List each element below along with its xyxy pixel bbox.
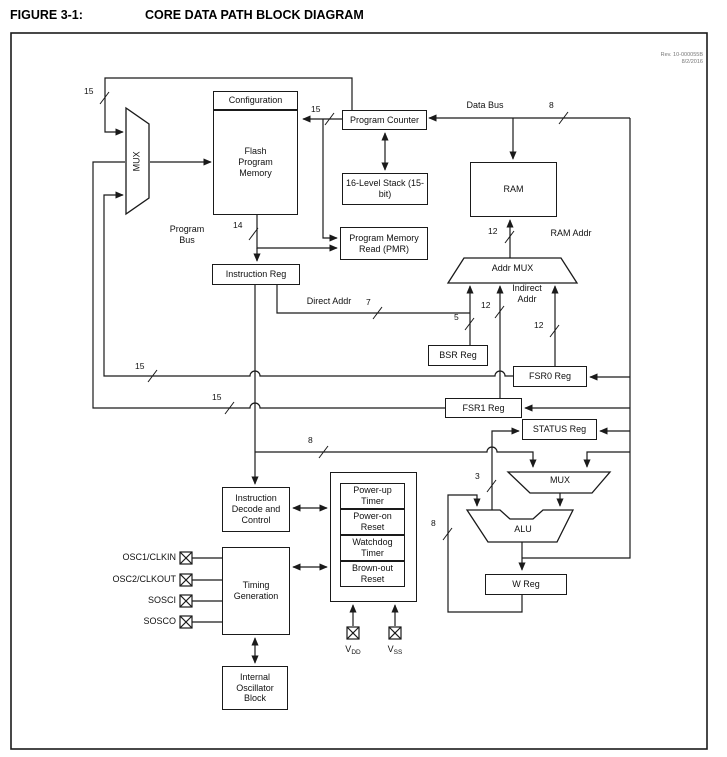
width-data-bus: 8 (549, 100, 554, 110)
width-bsr: 5 (454, 312, 459, 322)
bsr-reg-label: BSR Reg (439, 350, 477, 361)
program-mux-label-holder (117, 151, 157, 171)
ram-addr-label: RAM Addr (550, 228, 592, 238)
brown-out-reset-block (340, 561, 405, 587)
ram-block (470, 162, 557, 217)
status-reg-label: STATUS Reg (532, 424, 587, 435)
osc2-pin-label: OSC2/CLKOUT (112, 574, 176, 584)
vss-main: V (387, 644, 394, 654)
flash-program-memory-block (213, 110, 298, 215)
power-up-timer-label: Power-up Timer (353, 485, 392, 506)
vss-pin-label (379, 644, 411, 654)
internal-oscillator-block (222, 666, 288, 710)
width-fsr1-out: 15 (212, 392, 222, 402)
stack-label: 16-Level Stack (15-bit) (345, 178, 425, 199)
width-fsr0-out: 15 (135, 361, 145, 371)
instruction-decode-label: Instruction Decode and Control (231, 493, 281, 525)
width-status-alu: 3 (475, 471, 480, 481)
sosci-pin-label: SOSCI (147, 595, 176, 605)
figure-label: FIGURE 3-1: (10, 8, 83, 22)
sosco-pin-label: SOSCO (143, 616, 176, 626)
vdd-main: V (345, 644, 352, 654)
fsr0-reg-label: FSR0 Reg (528, 371, 572, 382)
configuration-block (213, 91, 298, 110)
width-fsr0-indirect: 12 (534, 320, 544, 330)
alu-label: ALU (514, 524, 532, 534)
vdd-pin-label (337, 644, 369, 654)
ram-label: RAM (503, 184, 524, 195)
revision-date: 8/2/2016 (681, 59, 703, 66)
flash-label: Flash Program Memory (238, 146, 273, 178)
program-counter-label: Program Counter (349, 114, 420, 125)
width-ram-addr: 12 (488, 226, 498, 236)
addr-mux-label: Addr MUX (491, 263, 534, 273)
width-direct: 7 (366, 297, 371, 307)
data-bus-label: Data Bus (466, 100, 504, 110)
direct-addr-label: Direct Addr (306, 296, 352, 306)
w-reg-label: W Reg (512, 579, 540, 590)
program-mux-label: MUX (131, 150, 142, 171)
program-counter-block (342, 110, 427, 130)
osc1-pin-label: OSC1/CLKIN (122, 552, 176, 562)
width-flash-ir: 14 (233, 220, 243, 230)
status-reg-block (522, 419, 597, 440)
program-bus-label: Program Bus (169, 224, 205, 245)
brown-out-reset-label: Brown-out Reset (351, 563, 394, 584)
power-on-reset-label: Power-on Reset (353, 511, 392, 532)
figure-border (11, 33, 707, 749)
wire-bus-to-alumux (587, 452, 630, 467)
timing-generation-block (222, 547, 290, 635)
fsr1-reg-block (445, 398, 522, 418)
width-literal: 8 (308, 435, 313, 445)
watchdog-timer-block (340, 535, 405, 561)
wire-alu-to-status (492, 431, 519, 510)
bsr-reg-block (428, 345, 488, 366)
indirect-addr-label: Indirect Addr (512, 283, 542, 304)
width-pc-mux: 15 (84, 86, 94, 96)
vss-sub: SS (393, 649, 403, 656)
stack-block (342, 173, 428, 205)
wire-pc-to-pmr (323, 119, 337, 238)
fsr1-reg-label: FSR1 Reg (462, 402, 505, 413)
vss-pad-icon (389, 627, 401, 639)
w-reg-block (485, 574, 567, 595)
sosci-pad-icon (180, 595, 192, 607)
configuration-label: Configuration (228, 95, 283, 106)
fsr0-reg-block (513, 366, 587, 387)
wire-literal-to-mux (255, 447, 533, 467)
instruction-reg-block (212, 264, 300, 285)
timing-generation-label: Timing Generation (233, 580, 279, 601)
pmr-block (340, 227, 428, 260)
figure-title: CORE DATA PATH BLOCK DIAGRAM (145, 8, 364, 22)
power-up-timer-block (340, 483, 405, 509)
pmr-label: Program Memory Read (PMR) (349, 232, 419, 254)
sosco-pad-icon (180, 616, 192, 628)
revision-number: Rev. 10-000055B (660, 52, 703, 58)
instruction-decode-block (222, 487, 290, 532)
osc2-pad-icon (180, 574, 192, 586)
vdd-pad-icon (347, 627, 359, 639)
osc1-pad-icon (180, 552, 192, 564)
watchdog-timer-label: Watchdog Timer (352, 537, 393, 558)
vdd-sub: DD (351, 649, 361, 656)
power-on-reset-block (340, 509, 405, 535)
alu-mux-label: MUX (550, 475, 570, 485)
instruction-reg-label: Instruction Reg (225, 269, 287, 280)
wire-flash-to-pmr (257, 215, 337, 248)
width-fsr1-indirect: 12 (481, 300, 491, 310)
width-pc-flash: 15 (311, 104, 321, 114)
width-wreg: 8 (431, 518, 436, 528)
internal-oscillator-label: Internal Oscillator Block (236, 671, 274, 704)
